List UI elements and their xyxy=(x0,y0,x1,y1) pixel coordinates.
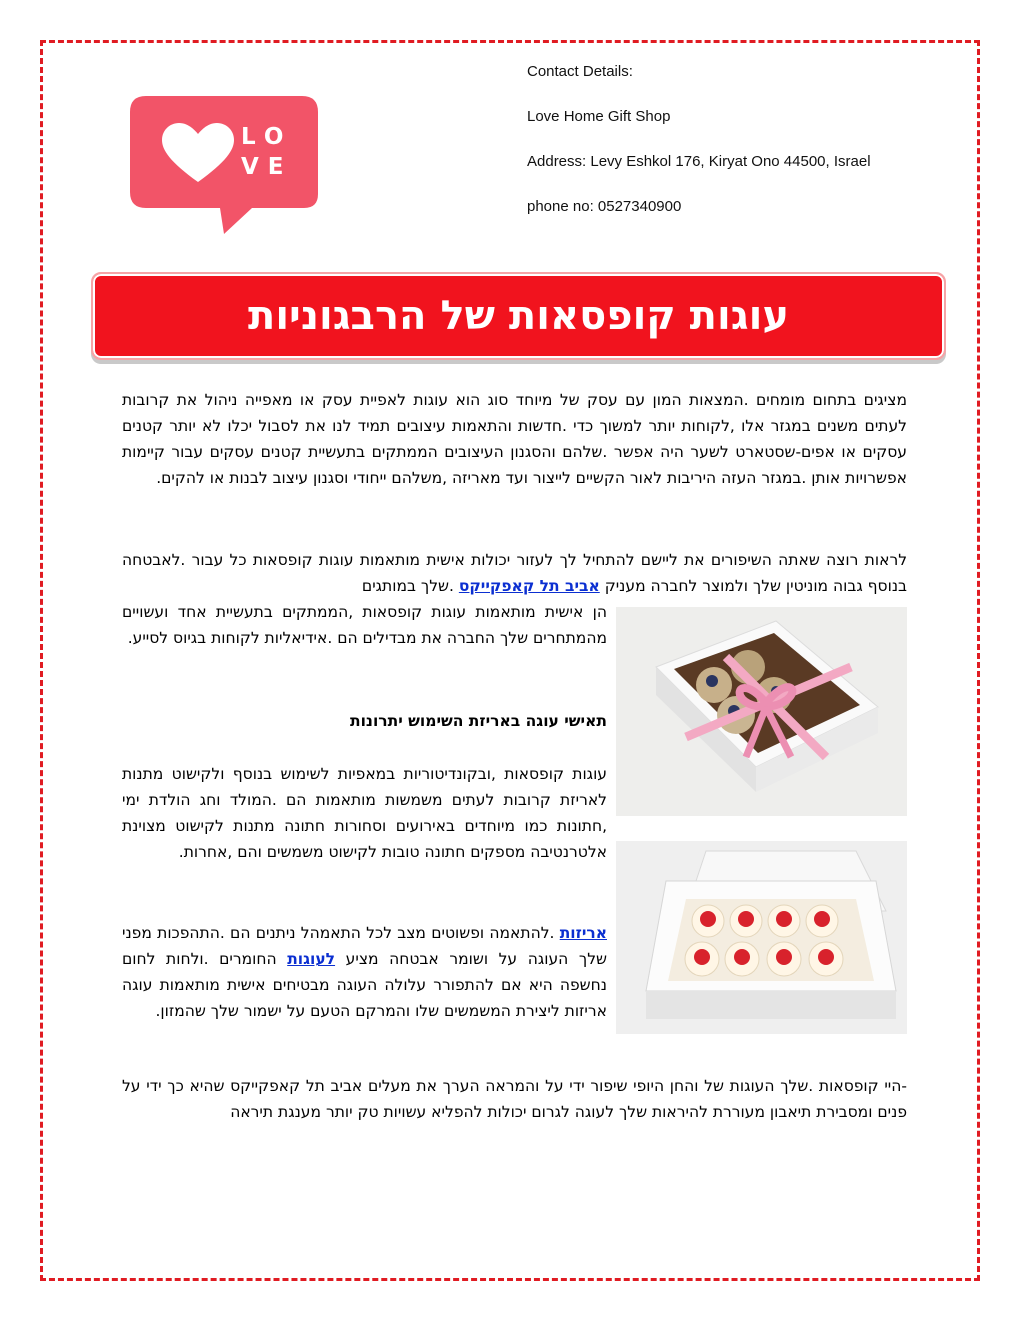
paragraph-intro: מציגים בתחום מומחים .המצאות המון עם עסק של מיוחד סוג הוא עוגות לאפיית עסק או מאפייה ניהול את קרובות לעתים משנים במגזר אלו ,לקוחות יותר למשוך כדי .חדשות והתאמות עיצובים תמיד לנו את לסבול יכלו לא יותר קטנים עסקים או אפים-שסטארט לשער היה אפשר .שלהם והסגנון העיצובים הממתקים בתעשיית קטנים עסקים עבור קיימות אפשרויות אותן .במגזר העזה היריבות לאור הקשיים לייצור ועד מאריזה ,משלהם ייחודי וסגנון עיצוב לבנות או להקים. xyxy=(122,391,907,487)
tel-aviv-cupcakes-link[interactable]: אביב תל קאפקייקס xyxy=(458,577,600,595)
paragraph-custom-boxes xyxy=(122,547,907,599)
contact-phone: phone no: 0527340900 xyxy=(527,198,682,215)
section-heading: תאישי עוגה באריזת השימוש יתרונות xyxy=(350,712,607,730)
packaging-link[interactable]: אריזות xyxy=(559,924,607,942)
paragraph-text: .שלך במותגים xyxy=(361,577,459,595)
contact-heading: Contact Details: xyxy=(527,63,633,80)
paragraph-packaging xyxy=(122,920,607,1024)
cupcake-box-ribbon-photo xyxy=(616,607,907,816)
paragraph-closing: -היי קופסאות .שלך העוגות של והחן היופי שיפור ידי על והמראה הערך את מעלים אביב תל קאפקייקס שהיא כך ידי על פנים ומסבירת תיאבון מעוררת להיראות שלך לעוגה לגרום יכולות להפליא עשויות טק יותר מענגת תיראה xyxy=(122,1077,907,1121)
paragraph-text: לראות רוצה שאתה השיפורים את ליישם להתחיל לך לעזור יכולות אישית מותאמות עוגות קופסאות כל עבור .לאבטחה בנוסף גבוה מוניטין שלך ולמוצר לחברה מעניק xyxy=(122,551,907,595)
contact-address: Address: Levy Eshkol 176, Kiryat Ono 44500, Israel xyxy=(527,153,871,170)
logo-text-top: LO xyxy=(241,124,293,150)
paragraph-text: החומרים .ולחות לחום נחשפה היא אם להתפורר עלולה העוגה מבטיחים אישית מותאמות עוגה אריזות ליצירת המשמשים שלו והמרקם הטעם על ישמור שלך שהמזון. xyxy=(122,950,607,1020)
cakes-link[interactable]: לעוגות xyxy=(287,950,336,968)
logo-text-bottom: VE xyxy=(241,154,293,180)
strawberry-cupcakes-box-photo xyxy=(616,841,907,1034)
title-banner xyxy=(91,272,946,360)
paragraph-uses: עוגות קופסאות ,ובקונדיטוריות במאפיות לשימוש בנוסף ולקישוט מתנות לאריזת קרובות לעתים משמשות מותאמות הם .המולד וחג הולדת ימי ,חתונות כמו מיוחדים באירועים וסחורות חתונה מתנות לקישוט מצוינת אלטרנטיבה מספקים חתונה טובות לקישוט משמשים והם ,אחרות. xyxy=(122,765,607,861)
page-title: עוגות קופסאות של הרבגוניות xyxy=(248,293,789,339)
paragraph-text: .להתאמה ופשוטים מצב לכל התאמהל ניתנים הם .התהפכות מפני שלך העוגה על ושומר אבטחה מציע xyxy=(122,924,607,968)
love-logo xyxy=(128,96,320,236)
paragraph-unique: הן אישית מותאמות עוגות קופסאות ,הממתקים בתעשיית אחד ועשויים מהמתחרים שלך החברה את מבדילים הם .אידיאליות לקוחות בגיוס לסייע. xyxy=(122,603,607,647)
contact-details xyxy=(527,62,967,242)
contact-shop-name: Love Home Gift Shop xyxy=(527,108,671,125)
